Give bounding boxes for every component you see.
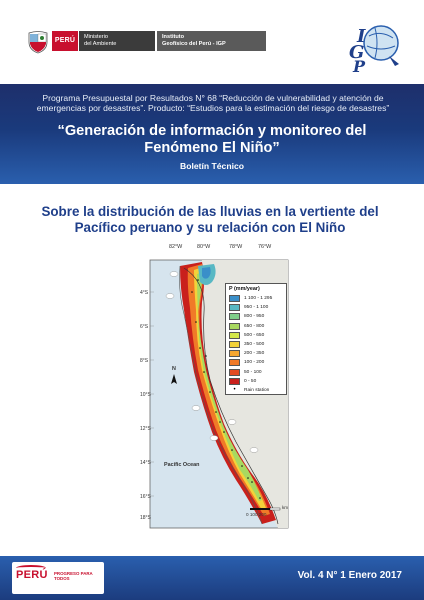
legend-swatch: [229, 350, 240, 357]
coat-of-arms-icon: [27, 30, 49, 54]
peru-brand-logo: [12, 562, 104, 594]
legend-label: 1 100 - 1 295: [244, 296, 273, 302]
legend-item: [229, 303, 283, 312]
legend-station-row: [229, 386, 283, 395]
bulletin-headline: Sobre la distribución de las lluvias en la vertiente del Pacífico peruano y su relación con El Niño: [41, 204, 379, 235]
legend-swatch: [229, 369, 240, 376]
legend-swatch: [229, 378, 240, 385]
latitude-label: 12°S: [140, 426, 151, 432]
legend-item: [229, 358, 283, 367]
institute-line-2: Geofísico del Perú - IGP: [162, 40, 226, 47]
legend-item: [229, 312, 283, 321]
ministry-logo: [78, 31, 155, 51]
svg-text:P: P: [353, 57, 366, 74]
bulletin-label: Boletín Técnico: [180, 161, 244, 171]
legend-label: 0 - 50: [244, 378, 257, 384]
legend-item: [229, 294, 283, 303]
legend-rows: [229, 294, 283, 386]
legend-label: 650 - 800: [244, 323, 265, 329]
legend-swatch: [229, 359, 240, 366]
legend-title: P (mm/year): [229, 286, 260, 292]
ocean-label: Pacific Ocean: [164, 462, 200, 468]
logo-bar: [0, 0, 424, 84]
legend-label: 500 - 650: [244, 332, 265, 338]
svg-text:G: G: [349, 42, 365, 63]
latitude-label: 18°S: [140, 515, 151, 521]
legend-label: 200 - 350: [244, 351, 265, 357]
rain-station-icon: •: [233, 387, 236, 394]
latitude-label: 14°S: [140, 460, 151, 466]
legend-label: 950 - 1 100: [244, 305, 269, 311]
footer-bar: [0, 556, 424, 600]
ministry-line-2: del Ambiente: [84, 40, 117, 47]
institute-logo: [156, 31, 266, 51]
scale-label: 0 100 200: [246, 512, 267, 517]
issue-info: Vol. 4 N° 1 Enero 2017: [297, 570, 402, 581]
latitude-label: 16°S: [140, 494, 151, 500]
legend-item: [229, 377, 283, 386]
legend-swatch: [229, 295, 240, 302]
latitude-label: 4°S: [140, 290, 149, 296]
legend-label: 50 - 100: [244, 369, 262, 375]
north-label: N: [172, 366, 176, 372]
institute-line-1: Instituto: [162, 34, 185, 40]
scale-unit: km: [282, 505, 289, 510]
svg-text:I: I: [357, 26, 366, 47]
legend-item: [229, 349, 283, 358]
ministry-line-1: Ministerio: [84, 34, 108, 40]
legend-item: [229, 368, 283, 377]
legend-label: 100 - 200: [244, 360, 265, 366]
legend-item: [229, 340, 283, 349]
project-title: “Generación de información y monitoreo del Fenómeno El Niño”: [57, 123, 367, 156]
longitude-label: 76°W: [258, 244, 272, 250]
map-legend: [225, 283, 287, 395]
igp-logo-icon: [335, 16, 405, 74]
legend-swatch: [229, 341, 240, 348]
legend-label: 800 - 950: [244, 314, 265, 320]
longitude-label: 78°W: [229, 244, 243, 250]
latitude-label: 6°S: [140, 324, 149, 330]
legend-label: 350 - 500: [244, 342, 265, 348]
footer-logo-tagline: PROGRESO PARA TODOS: [54, 571, 93, 582]
legend-station-label: Rain station: [244, 387, 270, 393]
program-header: [0, 84, 424, 184]
longitude-label: 80°W: [197, 244, 211, 250]
peru-logo: PERÚ: [52, 31, 78, 51]
legend-swatch: [229, 313, 240, 320]
legend-swatch: [229, 323, 240, 330]
longitude-label: 82°W: [169, 244, 183, 250]
legend-swatch: [229, 332, 240, 339]
footer-logo-text: PERÚ: [16, 569, 48, 581]
legend-item: [229, 331, 283, 340]
program-description: Programa Presupuestal por Resultados N° 68 “Reducción de vulnerabilidad y atención de emergencias por desastres”. Producto: “Estudios para la estimación del riesgo de desastres”: [36, 93, 390, 113]
latitude-label: 10°S: [140, 392, 151, 398]
latitude-label: 8°S: [140, 358, 149, 364]
legend-item: [229, 322, 283, 331]
legend-swatch: [229, 304, 240, 311]
